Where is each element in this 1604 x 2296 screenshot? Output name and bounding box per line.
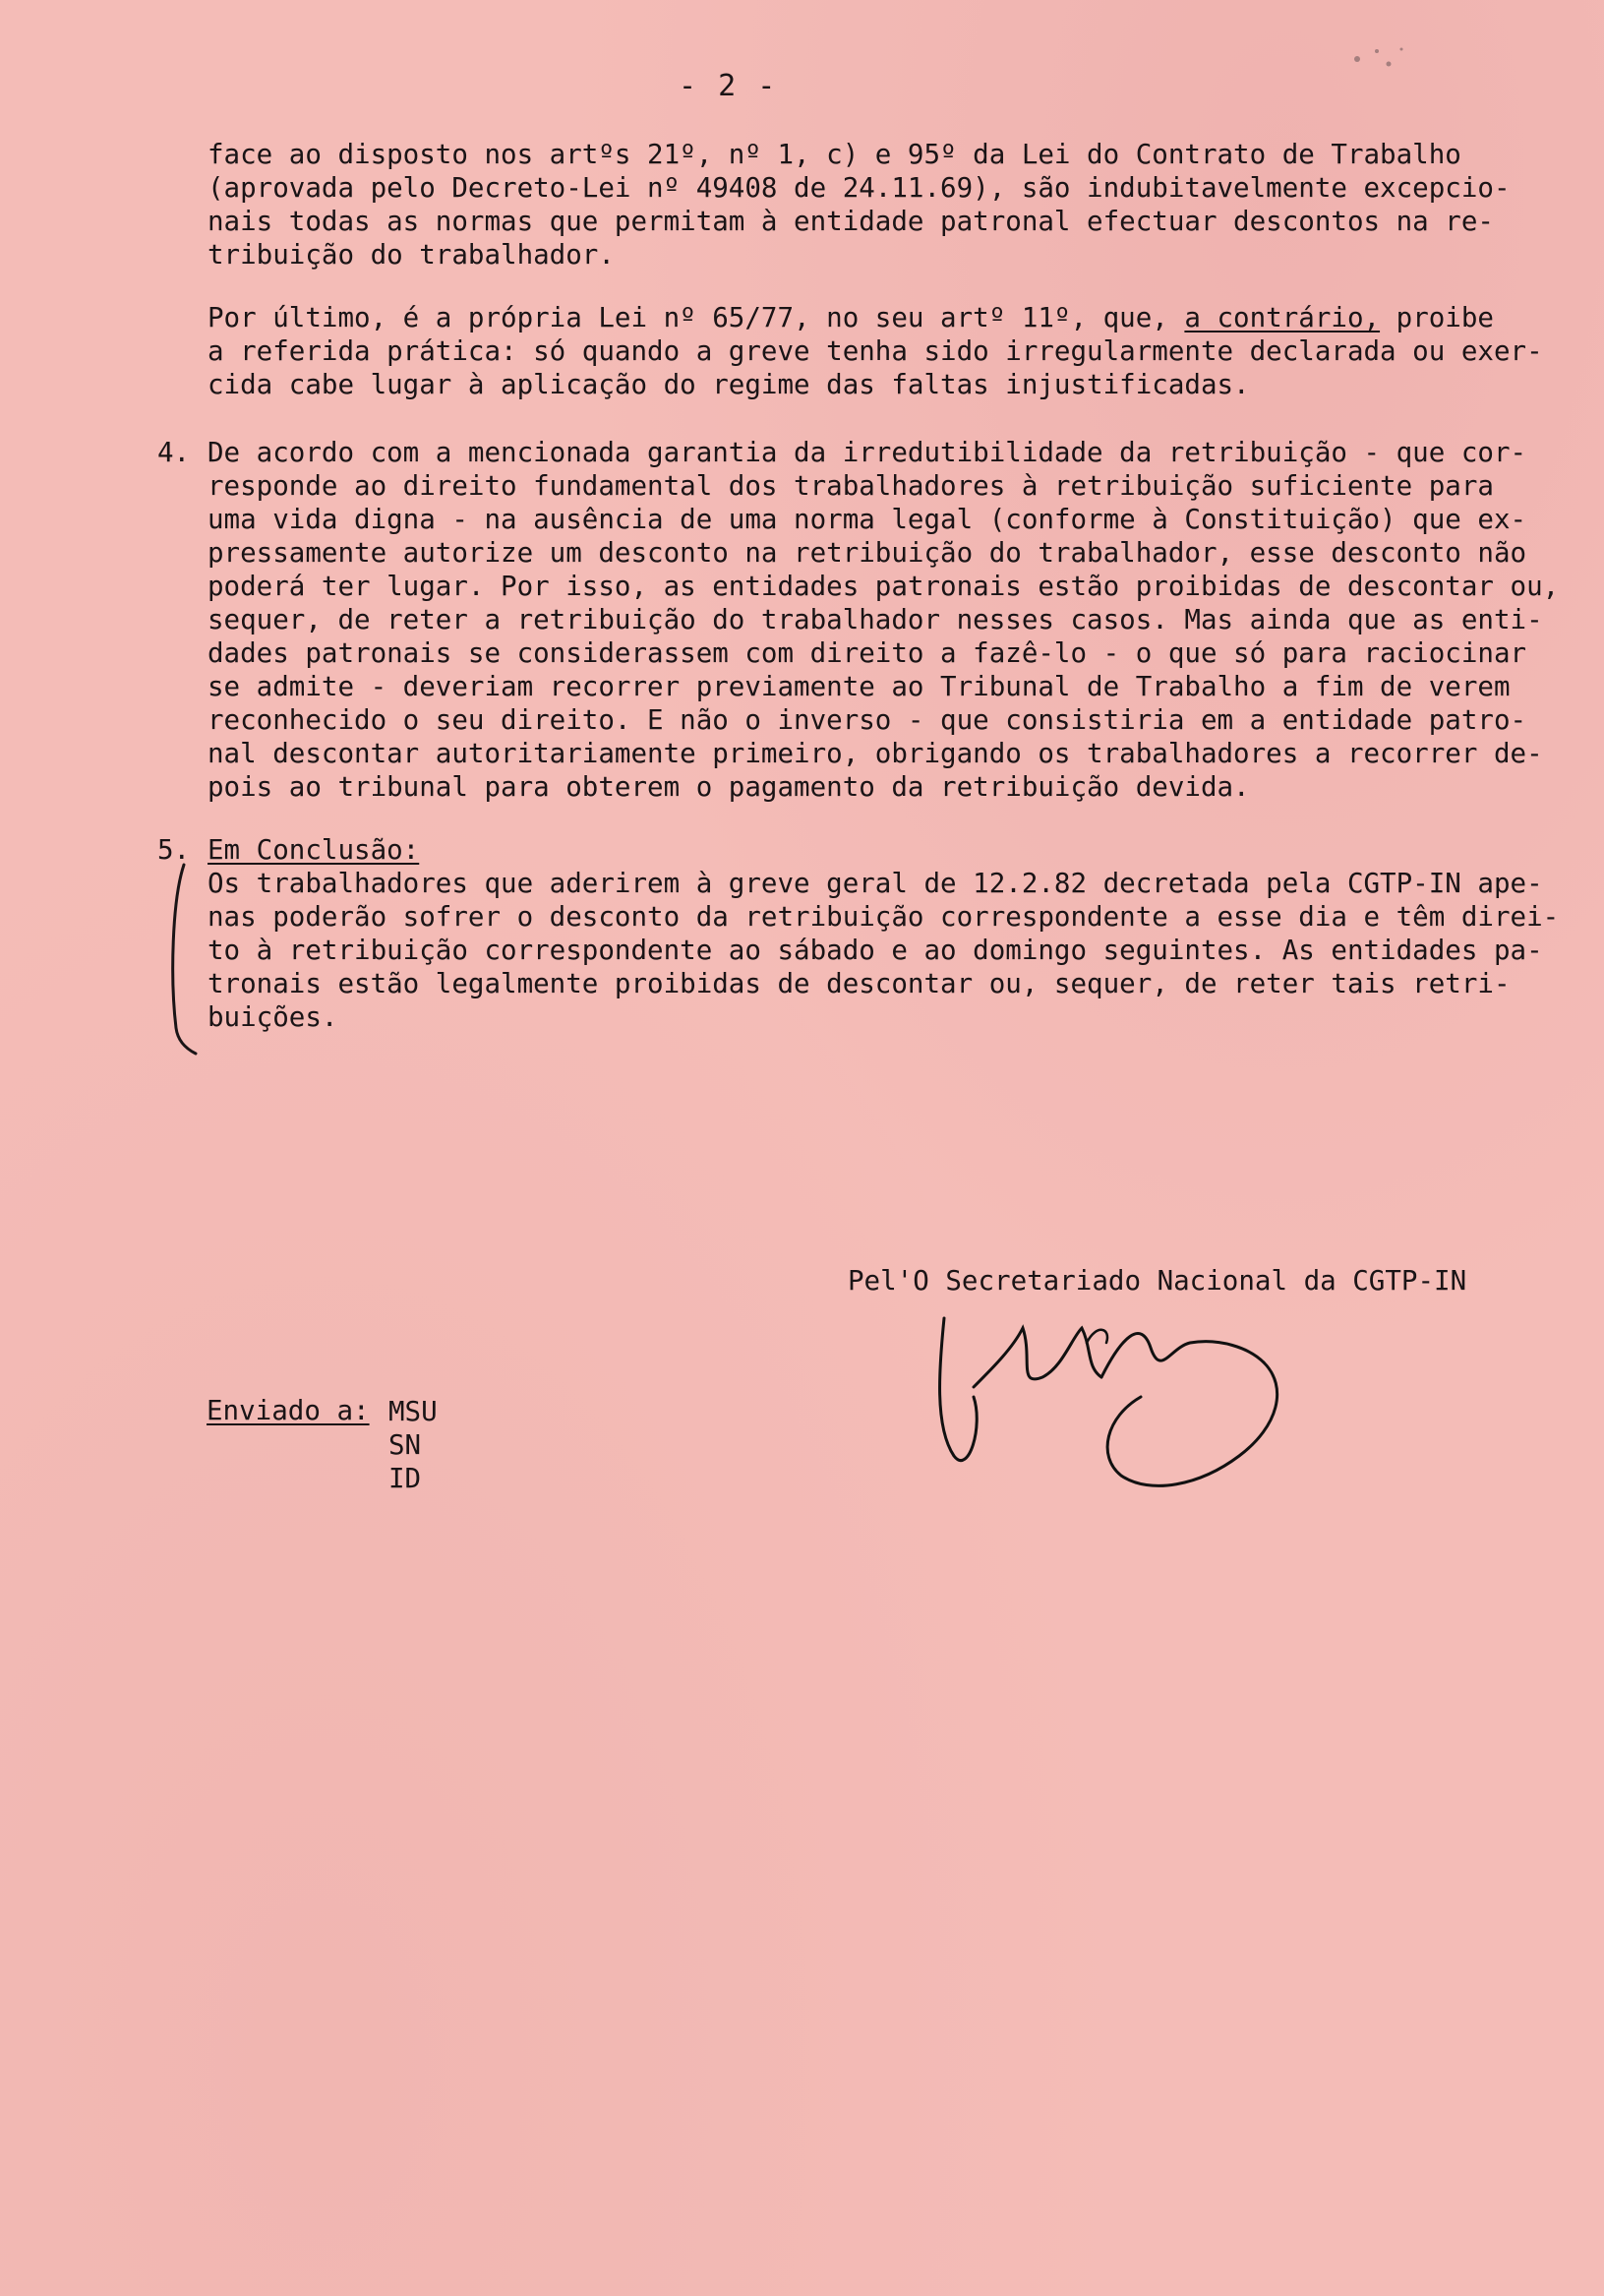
law-paragraph-rest: proibe a referida prática: só quando a greve tenha sido irregularmente declarada ou exer- cida cabe lugar à aplicação do regime das faltas injustificadas. [208, 302, 1543, 400]
page-number: - 2 - [679, 69, 778, 103]
conclusion-text: Os trabalhadores que aderirem à greve geral de 12.2.82 decretada pela CGTP-IN ape- nas poderão sofrer o desconto da retribuição correspondente a esse dia e têm direi- to à retribuição correspondente ao sábado e ao domingo seguintes. As entidades pa- tronais estão legalmente proibidas de descontar ou, sequer, de reter tais retri- buições. [208, 868, 1560, 1033]
recipient-item: SN [388, 1429, 422, 1461]
ink-smudge-mark [1318, 30, 1436, 89]
item-number-4: 4. [157, 437, 191, 468]
law-paragraph-start: Por último, é a própria Lei nº 65/77, no seu artº 11º, que, [208, 302, 1185, 333]
intro-paragraph: face ao disposto nos artºs 21º, nº 1, c) e 95º da Lei do Contrato de Trabalho (aprovada pelo Decreto-Lei nº 49408 de 24.11.69), são indubitavelmente excepcio- nais todas as normas que permitam à entidade patronal efectuar descontos na re- tribuição do trabalhador. [208, 139, 1511, 271]
recipient-list [388, 1395, 438, 1495]
recipient-item: MSU [388, 1396, 438, 1427]
conclusion-heading: Em Conclusão: [208, 834, 420, 866]
signature-label: Pel'O Secretariado Nacional da CGTP-IN [848, 1265, 1467, 1297]
law-paragraph [208, 301, 1560, 401]
recipient-item: ID [388, 1463, 422, 1494]
emphasis-underlined: a contrário, [1184, 302, 1381, 333]
sent-to-label: Enviado a: [207, 1395, 370, 1426]
item-4-text: De acordo com a mencionada garantia da irredutibilidade da retribuição - que cor- responde ao direito fundamental dos trabalhadores à retribuição suficiente para uma vida digna - na ausência de uma norma legal (conforme à Constituição) que ex- pressamente autorize um desconto na retribuição do trabalhador, esse desconto não poderá ter lugar. Por isso, as entidades patronais estão proibidas de descontar ou, sequer, de reter a retribuição do trabalhador nesses casos. Mas ainda que as enti- dades patronais se considerassem com direito a fazê-lo - o que só para raciocinar se admite - deveriam recorrer previamente ao Tribunal de Trabalho a fim de verem reconhecido o seu direito. E não o inverso - que consistiria em a entidade patro- nal descontar autoritariamente primeiro, obrigando os trabalhadores a recorrer de- pois ao tribunal para obterem o pagamento da retribuição devida. [208, 437, 1560, 803]
handwritten-bracket-mark [162, 861, 202, 1057]
handwritten-signature [924, 1308, 1318, 1505]
item-number-5: 5. [157, 834, 191, 866]
